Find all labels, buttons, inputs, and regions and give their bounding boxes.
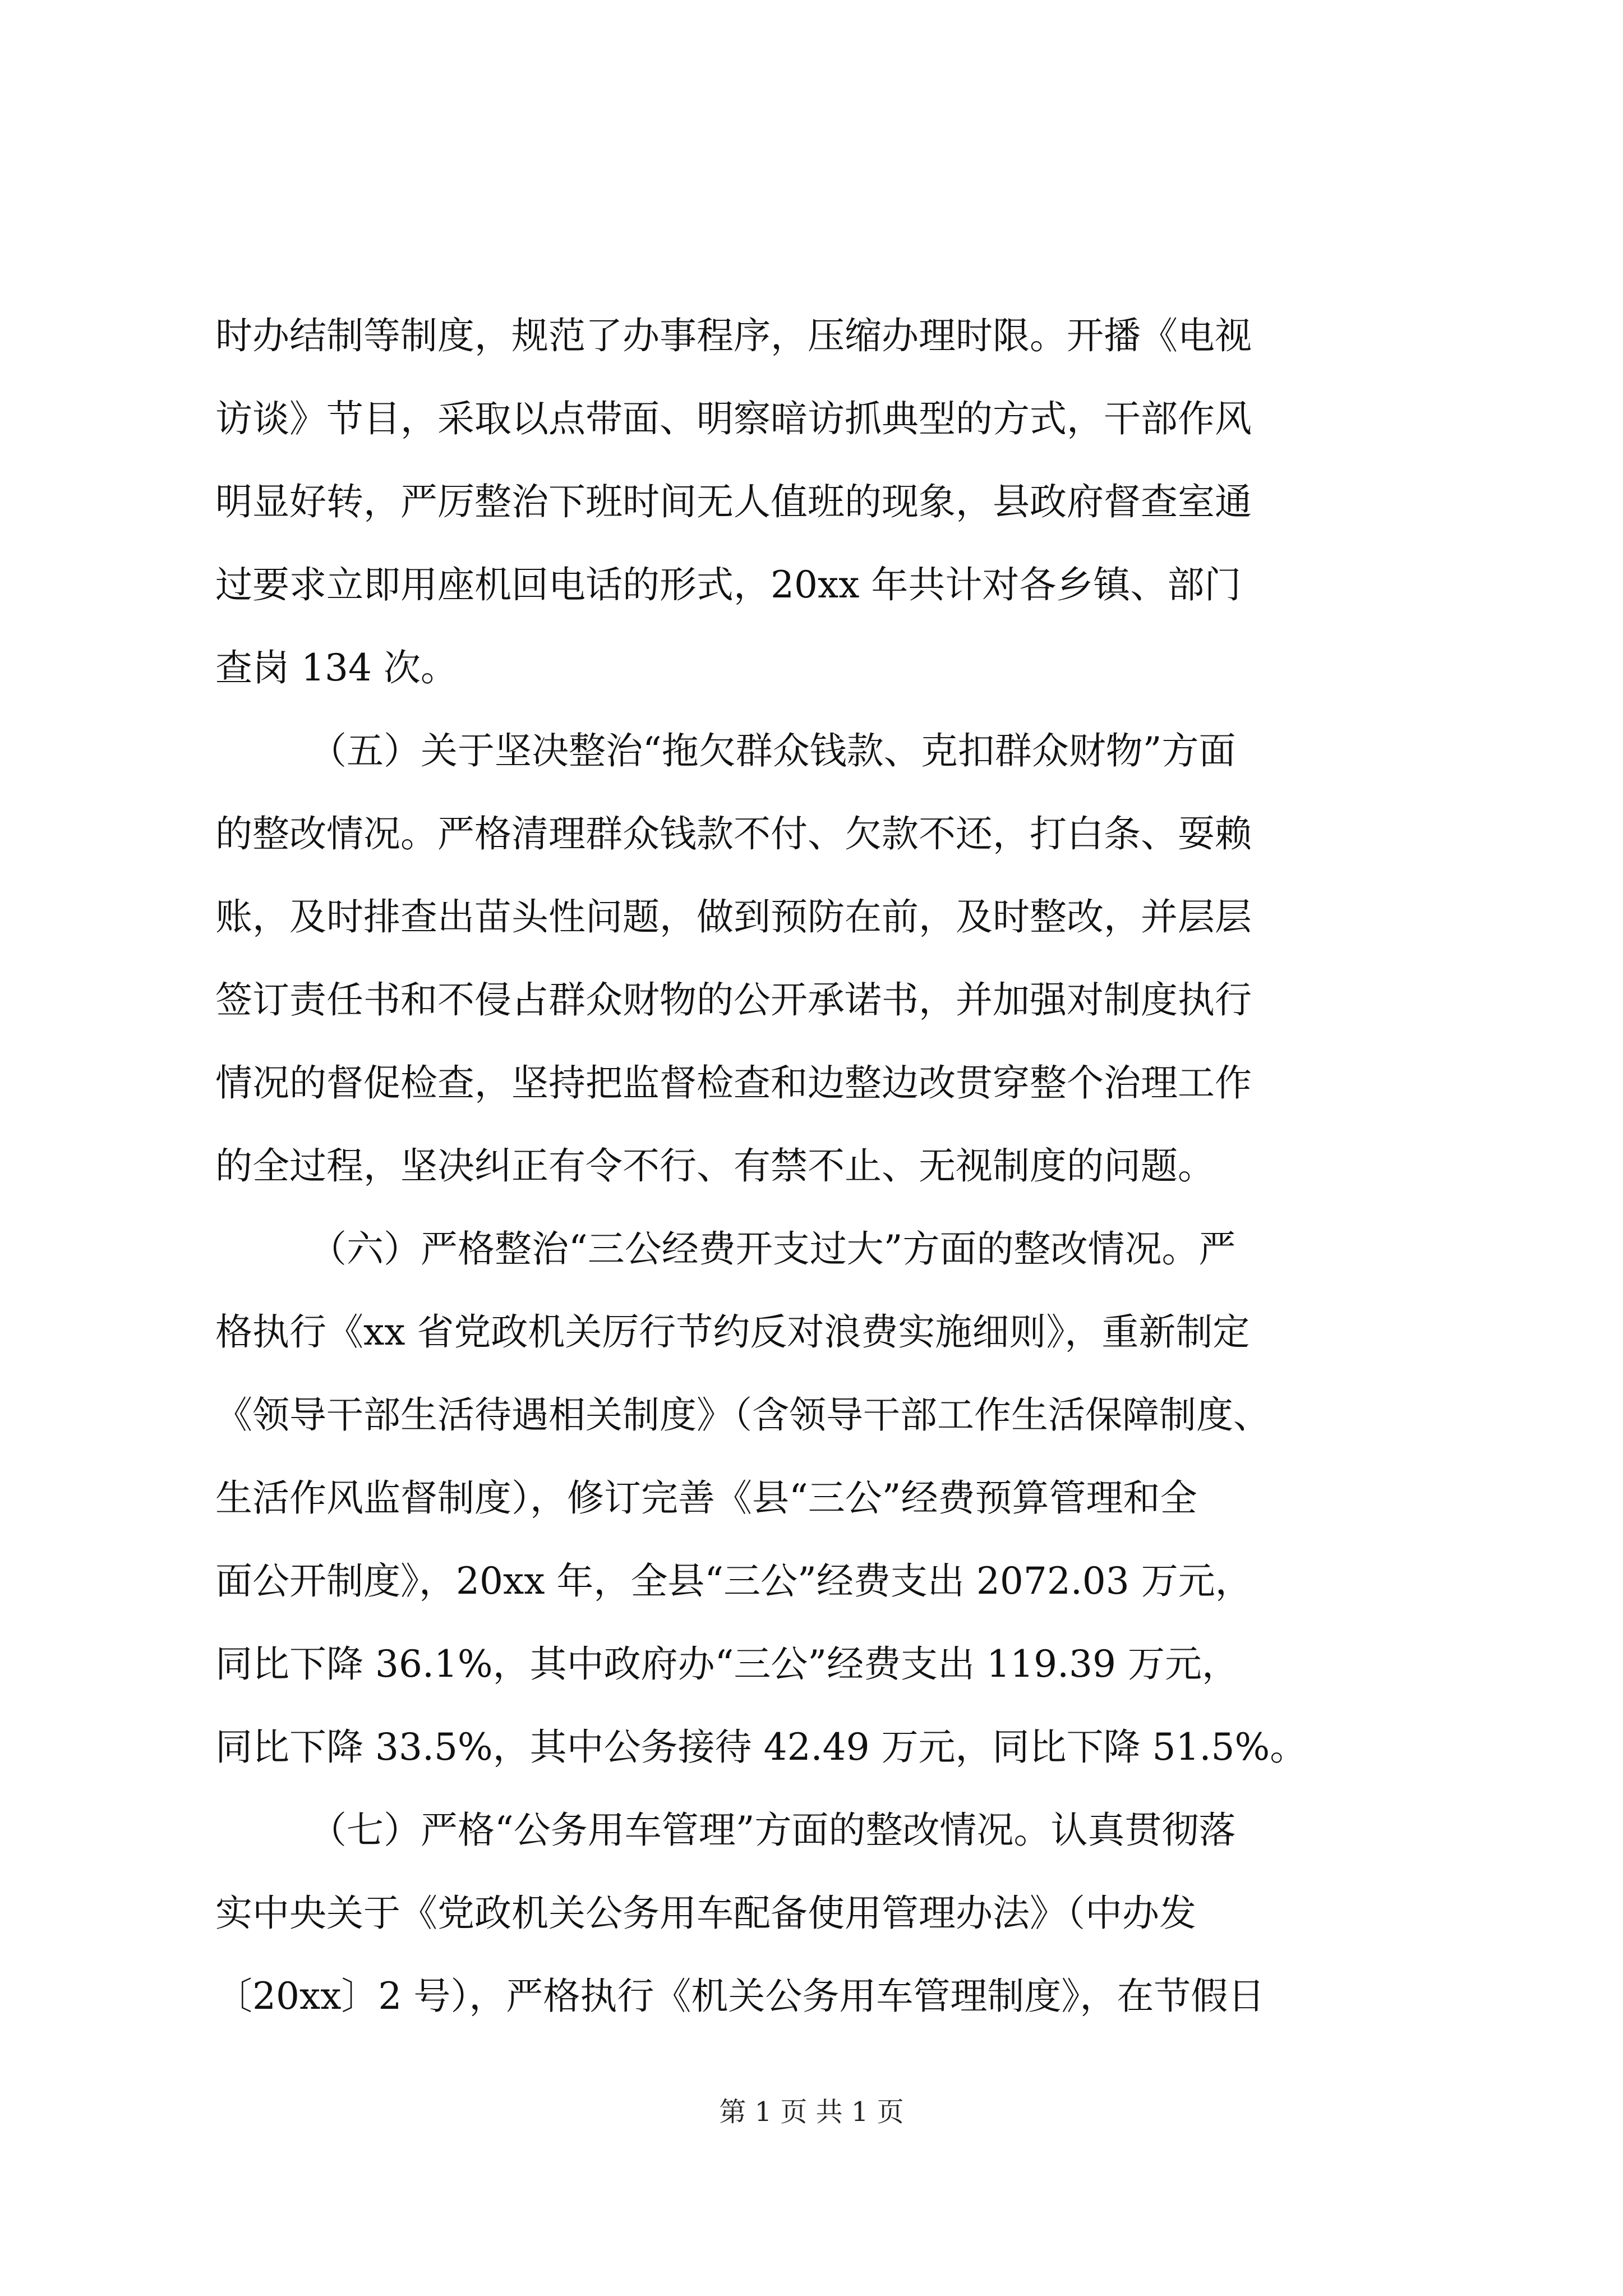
- text-line: 访谈》节目，采取以点带面、明察暗访抓典型的方式，干部作风: [215, 397, 1252, 440]
- text-line: 情况的督促检查，坚持把监督检查和边整边改贯穿整个治理工作: [215, 1061, 1252, 1105]
- text-line: 账，及时排查出苗头性问题，做到预防在前，及时整改，并层层: [215, 895, 1252, 938]
- page-number-footer: 第 1 页 共 1 页: [719, 2096, 904, 2128]
- paragraph-continued: [215, 295, 1410, 710]
- text-line: （五）关于坚决整治“拖欠群众钱款、克扣群众财物”方面: [310, 729, 1236, 772]
- text-line: 过要求立即用座机回电话的形式，20xx 年共计对各乡镇、部门: [215, 563, 1242, 606]
- text-line: 〔20xx〕2 号），严格执行《机关公务用车管理制度》，在节假日: [215, 1975, 1265, 2018]
- paragraph-section-7: [215, 1789, 1410, 2038]
- text-line: 生活作风监督制度），修订完善《县“三公”经费预算管理和全: [215, 1476, 1197, 1520]
- text-line: （六）严格整治“三公经费开支过大”方面的整改情况。严: [310, 1227, 1236, 1271]
- text-line: 同比下降 33.5%，其中公务接待 42.49 万元，同比下降 51.5%。: [215, 1726, 1307, 1769]
- text-line: 实中央关于《党政机关公务用车配备使用管理办法》（中办发: [215, 1892, 1196, 1935]
- paragraph-section-6: [215, 1208, 1410, 1789]
- text-line: （七）严格“公务用车管理”方面的整改情况。认真贯彻落: [310, 1809, 1236, 1852]
- text-line: 面公开制度》，20xx 年，全县“三公”经费支出 2072.03 万元，: [215, 1559, 1252, 1603]
- text-line: 的整改情况。严格清理群众钱款不付、欠款不还，打白条、耍赖: [215, 812, 1252, 855]
- text-line: 签订责任书和不侵占群众财物的公开承诺书，并加强对制度执行: [215, 978, 1252, 1022]
- text-line: 《领导干部生活待遇相关制度》（含领导干部工作生活保障制度、: [215, 1393, 1270, 1437]
- text-line: 时办结制等制度，规范了办事程序，压缩办理时限。开播《电视: [215, 314, 1252, 357]
- text-line: 同比下降 36.1%，其中政府办“三公”经费支出 119.39 万元，: [215, 1642, 1239, 1686]
- text-line: 的全过程，坚决纠正有令不行、有禁不止、无视制度的问题。: [215, 1144, 1215, 1188]
- paragraph-section-5: [215, 710, 1410, 1208]
- text-line: 查岗 134 次。: [215, 646, 458, 689]
- document-body: [215, 295, 1410, 2038]
- text-line: 明显好转，严厉整治下班时间无人值班的现象，县政府督查室通: [215, 480, 1252, 523]
- text-line: 格执行《xx 省党政机关厉行节约反对浪费实施细则》，重新制定: [215, 1310, 1250, 1354]
